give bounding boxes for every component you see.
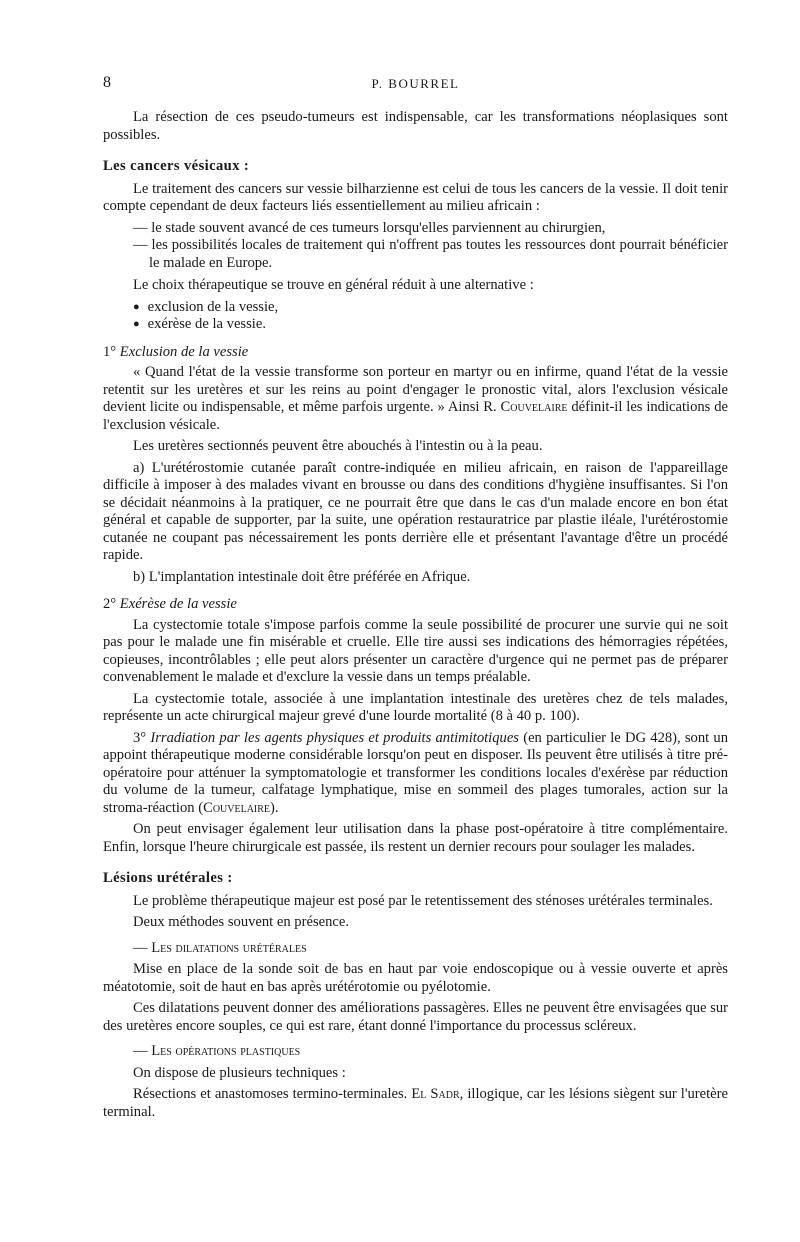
paragraph: Le choix thérapeutique se trouve en général réduit à une alternative : (133, 277, 534, 293)
topic-heading-dilatations: — Les dilatations urétérales (133, 939, 307, 956)
paragraph-resections (103, 1086, 728, 1121)
quote-text: « Quand l'état de la vessie transforme son porteur en martyr ou en infirme, quand l'état de la vessie retentit sur les uretères et sur les reins au point d'engager le pronostic vital, alors l'exclusion vésicale devient licite ou indispensable, et même parfois urgente. » Ainsi R. (103, 364, 728, 415)
subsection-number: 1° (103, 343, 117, 360)
bullet-item (103, 299, 728, 317)
bullet-item (103, 316, 728, 334)
dash-item: — le stade souvent avancé de ces tumeurs lorsqu'elles parviennent au chirurgien, (133, 219, 606, 236)
paragraph: Mise en place de la sonde soit de bas en haut par voie endoscopique ou à vessie ouverte et après méatotomie, soit de haut en bas après urétérotomie ou pyélotomie. (103, 961, 728, 995)
subsection-heading-exerese (103, 596, 728, 614)
resections-text: Résections et anastomoses termino-terminales. (133, 1086, 408, 1102)
paragraph: b) L'implantation intestinale doit être préférée en Afrique. (133, 568, 471, 585)
paragraph-quote (103, 364, 728, 434)
section-heading-cancers: Les cancers vésicaux : (103, 158, 250, 174)
paragraph: La cystectomie totale s'impose parfois comme la seule possibilité de procurer une survie qui ne soit pas pour le malade une fin misérable et cruelle. Elle tire aussi ses indications des hémorragies répétées, copieuses, incontrôlables ; elle peut alors présenter un caractère d'urgence qui ne permet pas de préparer convenablement le malade et d'exclure la vessie dans un temps préalable. (103, 616, 728, 685)
subsection-number: 3° (133, 729, 147, 746)
page-header (103, 74, 728, 94)
paragraph: Le problème thérapeutique majeur est posé par le retentissement des sténoses urétérales terminales. (133, 892, 713, 909)
subsection-title: Exclusion de la vessie (119, 343, 249, 360)
paragraph-irradiation (103, 730, 728, 818)
running-head: P. BOURREL (371, 76, 460, 91)
bullet-text: exclusion de la vessie, (147, 298, 279, 315)
paragraph: La cystectomie totale, associée à une implantation intestinale des uretères chez de tels malades, représente un acte chirurgical majeur grevé d'une lourde mortalité (8 à 40 p. 100). (103, 690, 728, 724)
paragraph: On peut envisager également leur utilisation dans la phase post-opératoire à titre complémentaire. Enfin, lorsque l'heure chirurgicale est passée, ils restent un dernier recours pour soulager les malades. (103, 821, 728, 855)
paragraph: a) L'urétérostomie cutanée paraît contre-indiquée en milieu africain, en raison de l'appareillage difficile à imposer à des malades vivant en brousse ou dans des conditions d'hygiène insuffisantes. Si l'on se décidait néanmoins à la pratiquer, ce ne pourrait être que dans le cas d'un malade encore en bon état général et capable de supporter, par la suite, une opération restauratrice par plastie iléale, l'urétérostomie cutanée ne coupant pas nécessairement les ponts derrière elle et présentant l'avantage d'être un procédé rapide. (103, 459, 728, 563)
paragraph: La résection de ces pseudo-tumeurs est indispensable, car les transformations néoplasiques sont possibles. (103, 109, 728, 143)
paragraph: Deux méthodes souvent en présence. (133, 914, 349, 930)
author-name: El Sadr (411, 1086, 460, 1102)
paragraph: Le traitement des cancers sur vessie bilharzienne est celui de tous les cancers de la vessie. Il doit tenir compte cependant de deux facteurs liés essentiellement au milieu africain : (103, 180, 728, 214)
paragraph: Ces dilatations peuvent donner des améliorations passagères. Elles ne peuvent être envisagées que sur des uretères encore souples, ce qui est rare, étant donné l'importance du processus scléreux. (103, 1000, 728, 1034)
irradiation-text: (en particulier le DG 428), sont un appoint thérapeutique moderne considérable lorsqu'on peut en disposer. Ils peuvent être utilisés à titre pré-opératoire pour atténuer la symptomatologie et transformer les conditions locales d'exérèse par réduction du volume de la tumeur, calfatage lymphatique, mise en sommeil des plages tumorales, action sur la stroma-réaction (103, 729, 729, 816)
resections-end: , illogique, car les lésions siègent sur l'uretère terminal. (103, 1086, 728, 1120)
topic-heading-operations: — Les opérations plastiques (133, 1043, 301, 1059)
section-heading-lesions: Lésions urétérales : (103, 870, 233, 886)
body-text (103, 109, 728, 1125)
bullet-text: exérèse de la vessie. (147, 316, 266, 332)
author-citation: (Couvelaire). (198, 799, 279, 816)
bullet-icon: ● (133, 318, 140, 330)
bullet-icon: ● (133, 300, 140, 313)
paragraph: Les uretères sectionnés peuvent être abouchés à l'intestin ou à la peau. (133, 438, 543, 454)
paragraph: On dispose de plusieurs techniques : (133, 1064, 346, 1081)
page-number: 8 (103, 74, 111, 91)
subsection-title: Exérèse de la vessie (119, 596, 237, 612)
subsection-title: Irradiation par les agents physiques et produits antimitotiques (150, 729, 519, 746)
dash-item: — les possibilités locales de traitement qui n'offrent pas toutes les ressources dont pourrait bénéficier le malade en Europe. (133, 237, 728, 271)
subsection-heading-exclusion (103, 344, 728, 362)
subsection-number: 2° (103, 596, 117, 612)
author-name: Couvelaire (500, 399, 568, 415)
quote-end: définit-il les indications de l'exclusion vésicale. (103, 399, 728, 433)
